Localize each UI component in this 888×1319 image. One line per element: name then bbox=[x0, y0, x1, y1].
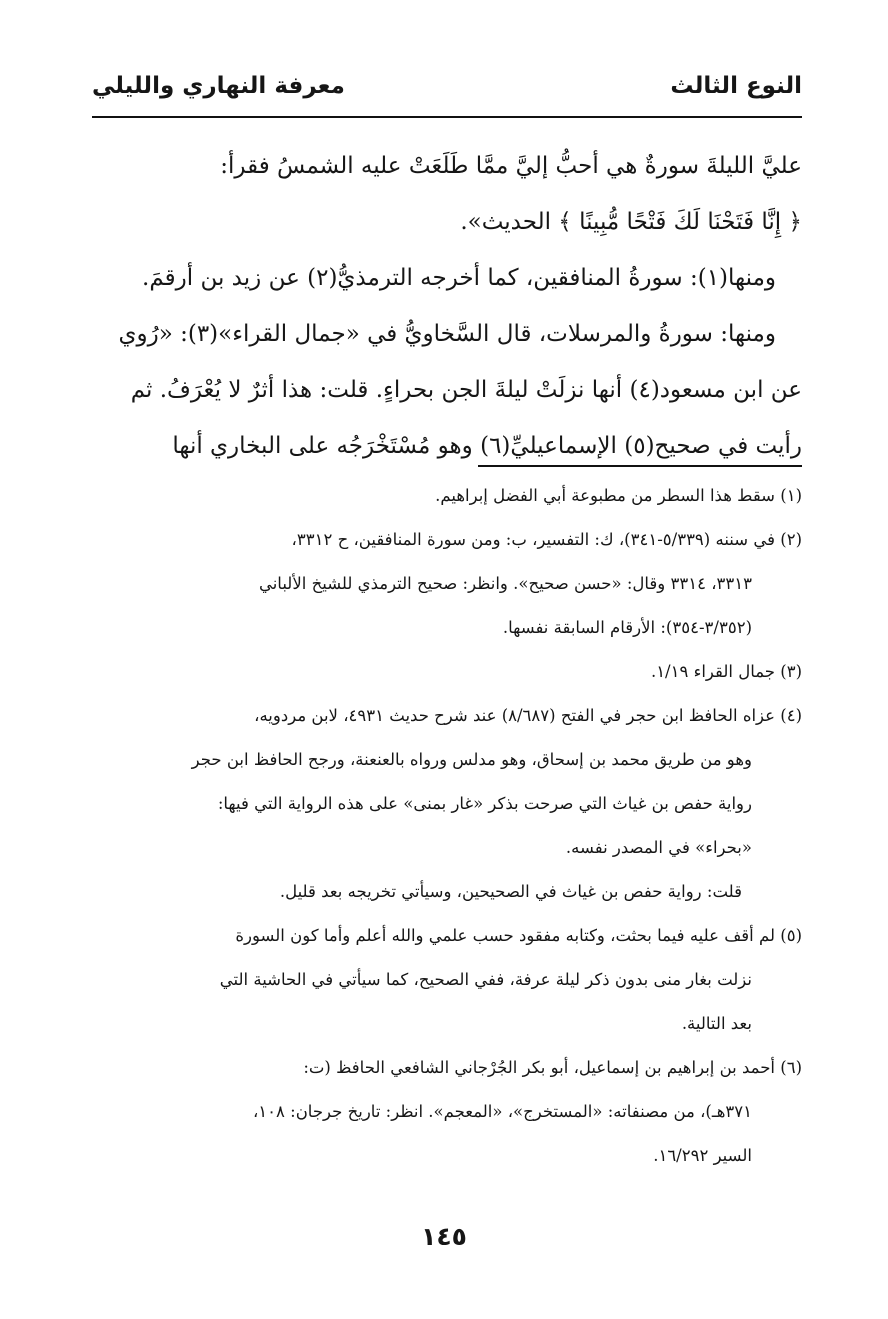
footnote-4-continuation: وهو من طريق محمد بن إسحاق، وهو مدلس ورواه بالعنعنة، ورجح الحافظ ابن حجر bbox=[191, 750, 752, 769]
page-number: ١٤٥ bbox=[421, 1222, 467, 1251]
footnote-3: (٣) جمال القراء ١/١٩. bbox=[650, 662, 802, 681]
footnote-2: (٢) في سننه (٥/٣٣٩-٣٤١)، ك: التفسير، ب: ومن سورة المنافقين، ح ٣٣١٢، bbox=[291, 530, 802, 549]
main-text bbox=[92, 138, 802, 474]
footnote-6-continuation: السير ١٦/٢٩٢. bbox=[653, 1146, 752, 1165]
body-line: رأيت في صحيح(٥) الإسماعيليِّ(٦) وهو مُسْتَخْرَجُه على البخاري أنها bbox=[172, 433, 802, 459]
footnote-divider bbox=[478, 465, 802, 467]
header-divider bbox=[92, 116, 802, 118]
footnote-2-continuation: (٣/٣٥٢-٣٥٤): الأرقام السابقة نفسها. bbox=[502, 618, 752, 637]
body-line: عن ابن مسعود(٤) أنها نزلَتْ ليلةَ الجن بحراءٍ. قلت: هذا أثرٌ لا يُعْرَفُ. ثم bbox=[130, 377, 802, 403]
footnote-6: (٦) أحمد بن إبراهيم بن إسماعيل، أبو بكر الجُرْجاني الشافعي الحافظ (ت: bbox=[303, 1058, 802, 1077]
body-line-quran-verse: ﴿ إِنَّا فَتَحْنَا لَكَ فَتْحًا مُّبِينًا ﴾ الحديث». bbox=[460, 209, 802, 235]
footnote-5-continuation: بعد التالية. bbox=[681, 1014, 752, 1033]
footnote-4: (٤) عزاه الحافظ ابن حجر في الفتح (٨/٦٨٧) عند شرح حديث ٤٩٣١، لابن مردويه، bbox=[254, 706, 802, 725]
section-title: معرفة النهاري والليلي bbox=[92, 73, 345, 99]
body-line: ومنها: سورةُ والمرسلات، قال السَّخاويُّ في «جمال القراء»(٣): «رُوي bbox=[118, 321, 776, 347]
footnote-5-continuation: نزلت بغار منى بدون ذكر ليلة عرفة، ففي الصحيح، كما سيأتي في الحاشية التي bbox=[219, 970, 752, 989]
footnotes bbox=[92, 474, 802, 1178]
footnote-4-continuation: رواية حفص بن غياث التي صرحت بذكر «غار بمنى» على هذه الرواية التي فيها: bbox=[217, 794, 752, 813]
body-line: عليَّ الليلةَ سورةٌ هي أحبُّ إليَّ ممَّا طَلَعَتْ عليه الشمسُ فقرأ: bbox=[220, 153, 802, 179]
chapter-title: النوع الثالث bbox=[670, 73, 802, 99]
footnote-5: (٥) لم أقف عليه فيما بحثت، وكتابه مفقود حسب علمي والله أعلم وأما كون السورة bbox=[235, 926, 802, 945]
running-header bbox=[92, 58, 802, 114]
body-line: ومنها(١): سورةُ المنافقين، كما أخرجه الترمذيُّ(٢) عن زيد بن أرقمَ. bbox=[142, 265, 776, 291]
footnote-4-author-note: قلت: رواية حفص بن غياث في الصحيحين، وسيأتي تخريجه بعد قليل. bbox=[279, 882, 742, 901]
footnote-1: (١) سقط هذا السطر من مطبوعة أبي الفضل إبراهيم. bbox=[435, 486, 802, 505]
footnote-6-continuation: ٣٧١هـ)، من مصنفاته: «المستخرج»، «المعجم». انظر: تاريخ جرجان: ١٠٨، bbox=[252, 1102, 752, 1121]
footnote-4-continuation: «بحراء» في المصدر نفسه. bbox=[565, 838, 752, 857]
footnote-2-continuation: ٣٣١٣، ٣٣١٤ وقال: «حسن صحيح». وانظر: صحيح الترمذي للشيخ الألباني bbox=[258, 574, 752, 593]
